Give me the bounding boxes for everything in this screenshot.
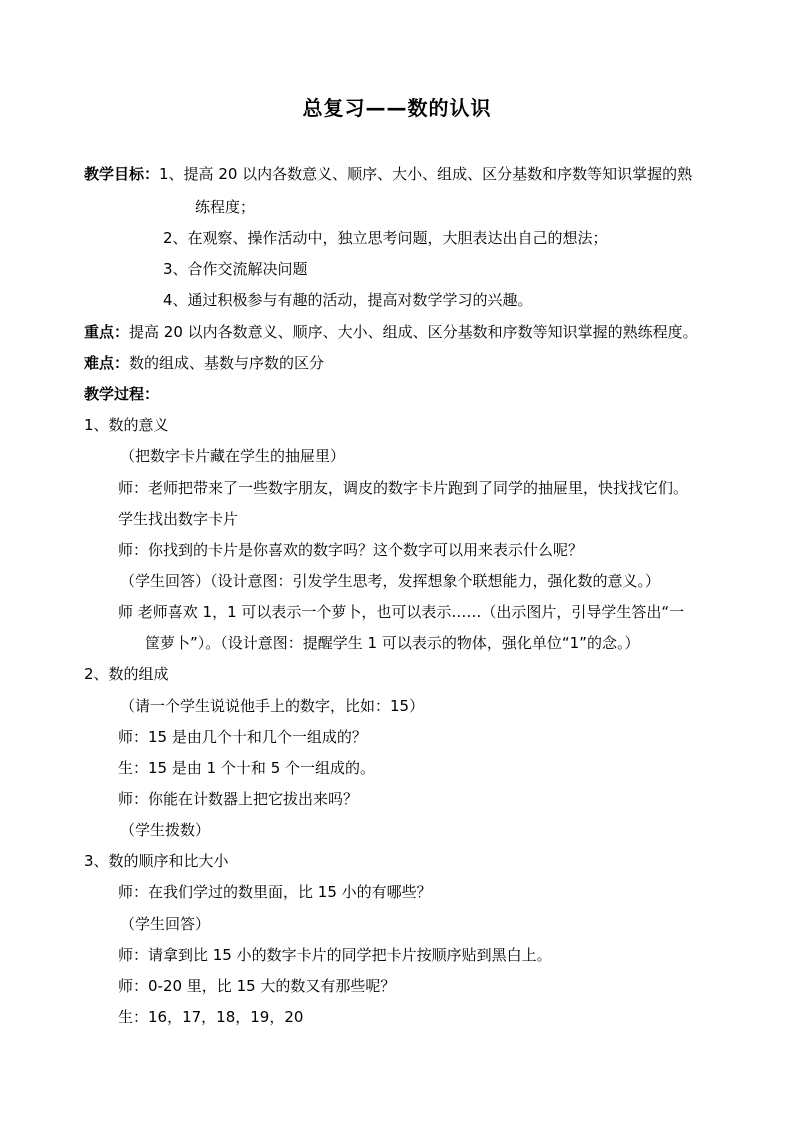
section-1-line: 师 老师喜欢 1，1 可以表示一个萝卜，也可以表示……（出示图片，引导学生答出“一 (118, 603, 685, 621)
section-1-line: （学生回答）（设计意图：引发学生思考，发挥想象个联想能力，强化数的意义。） (120, 572, 661, 590)
section-3-line: 师：请拿到比 15 小的数字卡片的同学把卡片按顺序贴到黑白上。 (118, 946, 552, 964)
objective-3: 3、合作交流解决问题 (163, 260, 308, 278)
objectives-line-1 (84, 164, 692, 184)
objective-1-continued: 练程度； (195, 198, 256, 216)
section-3-heading: 3、数的顺序和比大小 (84, 852, 229, 870)
objectives-label: 教学目标： (84, 165, 160, 183)
key-point-label: 重点： (84, 323, 130, 341)
section-3-line: （学生回答） (120, 915, 211, 933)
section-1-line: 师：老师把带来了一些数字朋友，调皮的数字卡片跑到了同学的抽屉里，快找找它们。 (118, 479, 689, 497)
section-1-heading: 1、数的意义 (84, 416, 169, 434)
key-point-line (84, 322, 698, 342)
key-point-text: 提高 20 以内各数意义、顺序、大小、组成、区分基数和序数等知识掌握的熟练程度。 (129, 323, 698, 341)
section-2-line: 师：你能在计数器上把它拔出来吗？ (118, 790, 359, 808)
section-2-heading: 2、数的组成 (84, 665, 169, 683)
section-1-line: （把数字卡片藏在学生的抽屉里） (120, 447, 346, 465)
objective-2: 2、在观察、操作活动中，独立思考问题，大胆表达出自己的想法； (163, 229, 608, 247)
process-heading: 教学过程： (84, 385, 160, 403)
section-1-line: 筐萝卜”）。（设计意图：提醒学生 1 可以表示的物体，强化单位“1”的念。） (145, 634, 640, 652)
objective-4: 4、通过积极参与有趣的活动，提高对数学学习的兴趣。 (163, 291, 533, 309)
section-3-line: 师：0-20 里，比 15 大的数又有那些呢？ (118, 977, 396, 995)
difficulty-line (84, 353, 324, 373)
difficulty-label: 难点： (84, 354, 130, 372)
section-3-line: 师：在我们学过的数里面，比 15 小的有哪些？ (118, 883, 432, 901)
section-3-line: 生：16，17，18，19，20 (118, 1008, 304, 1026)
section-1-line: 师：你找到的卡片是你喜欢的数字吗？这个数字可以用来表示什么呢？ (118, 541, 584, 559)
section-2-line: （请一个学生说说他手上的数字，比如：15） (120, 697, 425, 715)
difficulty-text: 数的组成、基数与序数的区分 (129, 354, 325, 372)
section-2-line: 生：15 是由 1 个十和 5 个一组成的。 (118, 759, 376, 777)
section-2-line: （学生拨数） (120, 821, 211, 839)
section-1-line: 学生找出数字卡片 (118, 510, 239, 528)
section-2-line: 师：15 是由几个十和几个一组成的？ (118, 728, 367, 746)
objective-1: 1、提高 20 以内各数意义、顺序、大小、组成、区分基数和序数等知识掌握的熟 (159, 165, 693, 183)
document-title: 总复习——数的认识 (302, 96, 492, 120)
